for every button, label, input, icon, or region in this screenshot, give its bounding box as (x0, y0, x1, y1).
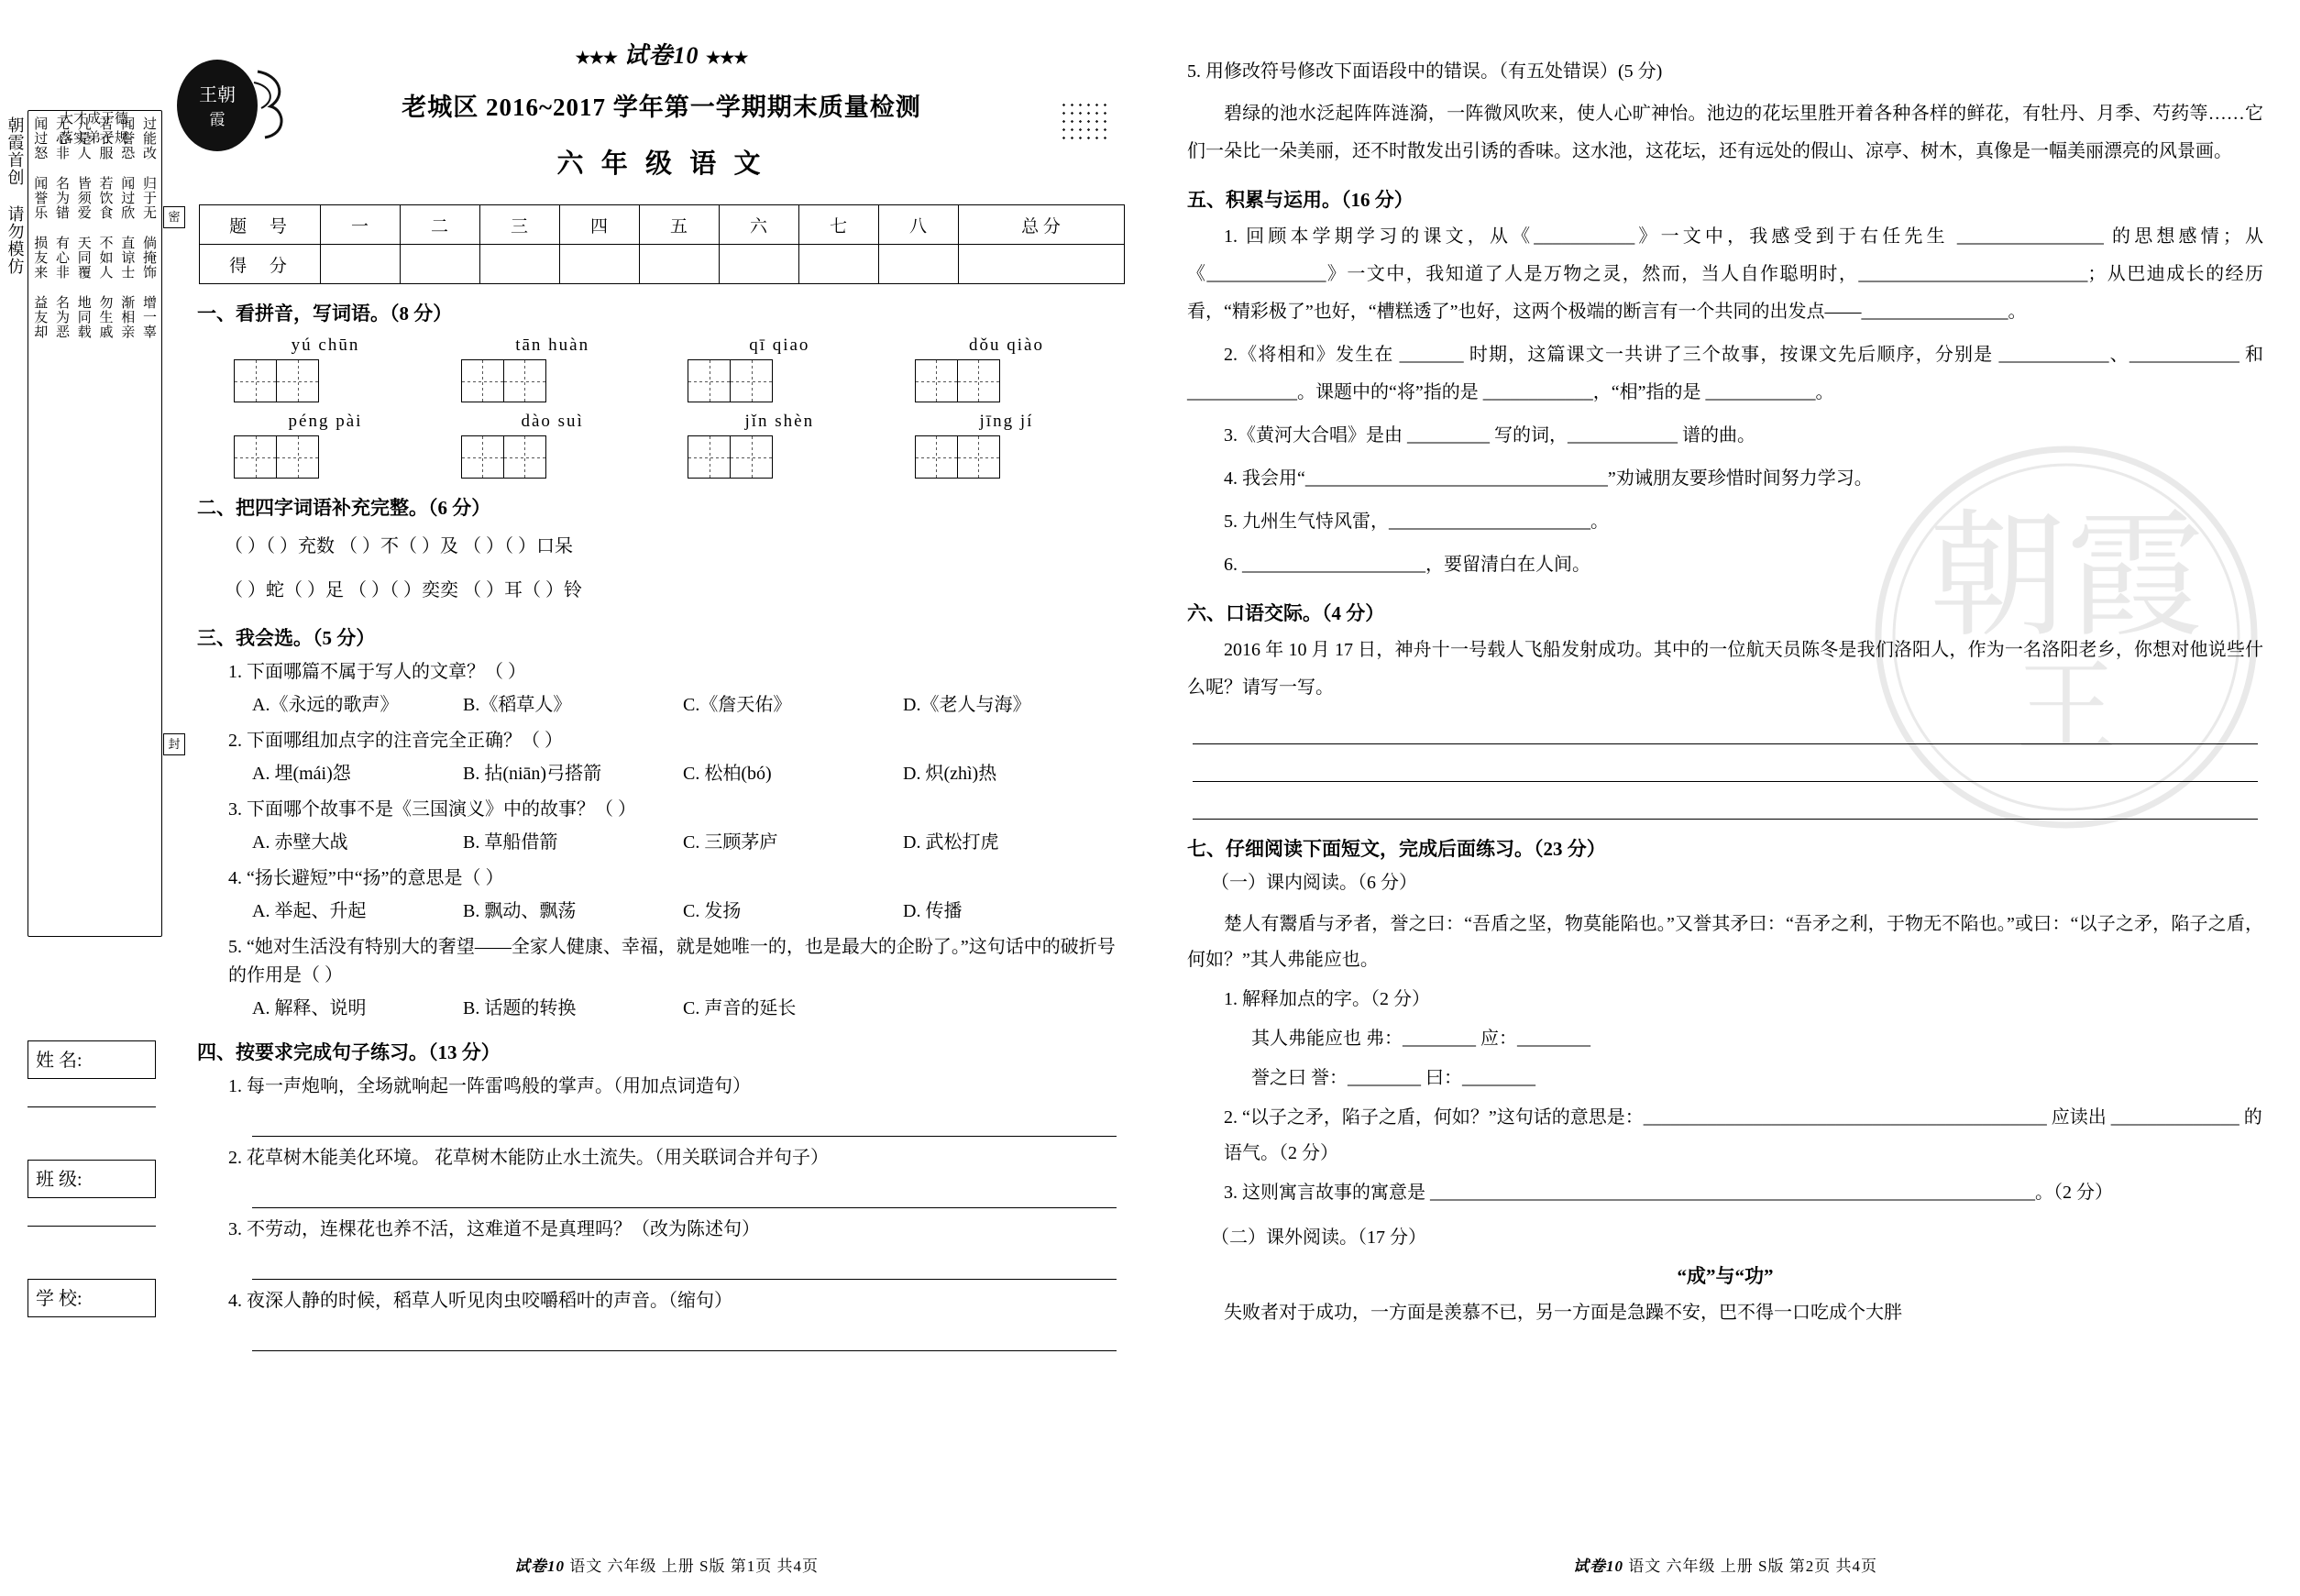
pinyin-group (915, 412, 1098, 479)
q3-2-stem: 2. 下面哪组加点字的注音完全正确？（ ） (228, 731, 563, 751)
field-name-writeline[interactable] (28, 1106, 156, 1107)
tianzige[interactable] (234, 359, 417, 402)
svg-text:朝霞: 朝霞 (1928, 501, 2205, 654)
score-col-2: 二 (400, 205, 479, 245)
option-b[interactable]: B. 拈(niān)弓搭箭 (463, 764, 602, 784)
q3-1-options[interactable] (252, 690, 1126, 720)
option-c[interactable]: C. 声音的延长 (683, 998, 797, 1018)
q5-stem: 5. 用修改符号修改下面语段中的错误。（有五处错误）(5 分) (1187, 61, 1663, 82)
svg-text:霞: 霞 (209, 111, 226, 128)
score-table-head: 题 号 (199, 205, 320, 245)
footer-info: 语文 六年级 上册 S版 第2页 共4页 (1628, 1557, 1877, 1575)
dot-grid-decoration (1060, 101, 1107, 139)
footer-exam-no: 试卷10 (514, 1557, 566, 1575)
dizigui-line: 若衣服 若饮食 不如人 勿生戚 (97, 116, 113, 339)
dizigui-line: 无心非 名为错 有心非 名为恶 (54, 116, 69, 339)
four-char-row-2[interactable]: （ ）蛇（ ）足 （ ）（ ）奕奕 （ ）耳（ ）铃 (225, 580, 582, 600)
score-table-head-2: 得 分 (199, 245, 320, 284)
score-col-7: 七 (798, 205, 878, 245)
option-c[interactable]: C.《詹天佑》 (683, 695, 792, 715)
star-icon: ★★★ (575, 49, 617, 67)
sec7-part2-title: （二）课外阅读。（17 分） (1211, 1227, 1426, 1248)
section-3-title: 三、我会选。（5 分） (197, 627, 376, 649)
footer-exam-no: 试卷10 (1573, 1557, 1624, 1575)
tianzige[interactable] (915, 435, 1098, 479)
section-2-title: 二、把四字词语补充完整。（6 分） (197, 497, 491, 519)
pinyin-text: qī qiao (749, 336, 810, 355)
pinyin-group (915, 336, 1098, 402)
sec7-essay-title: “成”与“功” (1677, 1265, 1774, 1287)
score-col-4: 四 (559, 205, 639, 245)
dizigui-line: 凡是人 皆须爱 天同覆 地同载 (75, 116, 91, 339)
pinyin-group (234, 412, 417, 479)
score-cell[interactable] (719, 245, 798, 284)
sec5-item-3[interactable]: 3.《黄河大合唱》是由 _________ 写的词，____________ 谱的曲。 (1224, 425, 1755, 446)
score-col-1: 一 (320, 205, 400, 245)
pinyin-text: dǒu qiào (968, 336, 1044, 355)
score-col-5: 五 (639, 205, 719, 245)
score-cell[interactable] (798, 245, 878, 284)
option-a[interactable]: A. 举起、升起 (252, 901, 367, 921)
score-col-3: 三 (479, 205, 559, 245)
strip-heading-line1: 大才成于德 (59, 112, 128, 127)
dizigui-line: 闻誉恐 闻过欣 直谅士 渐相亲 (119, 116, 135, 339)
option-d[interactable]: D.《老人与海》 (903, 695, 1031, 715)
pinyin-group (461, 412, 644, 479)
tianzige[interactable] (461, 435, 644, 479)
star-icon: ★★★ (706, 49, 748, 67)
subject-title: 六 年 级 语 文 (556, 149, 766, 179)
score-cell[interactable] (958, 245, 1124, 284)
tianzige[interactable] (461, 359, 644, 402)
sec5-item-6[interactable]: 6. ____________________，要留清白在人间。 (1224, 555, 1590, 575)
sec6-answer-line[interactable] (1193, 744, 2258, 782)
score-col-total: 总 分 (958, 205, 1124, 245)
stamp-mark: 密 (163, 206, 185, 228)
option-d[interactable]: D. 炽(zhì)热 (903, 764, 997, 784)
q4-2-answer-line[interactable] (252, 1172, 1117, 1208)
strip-heading-line2: 落实弟子规 (59, 131, 128, 146)
q3-4-options[interactable] (252, 897, 1126, 926)
svg-text:王朝: 王朝 (199, 85, 236, 105)
sec6-answer-line[interactable] (1193, 782, 2258, 820)
q4-1-answer-line[interactable] (252, 1101, 1117, 1137)
pinyin-text: dào suì (521, 412, 584, 431)
tianzige[interactable] (688, 359, 871, 402)
score-col-6: 六 (719, 205, 798, 245)
option-a[interactable]: A. 埋(mái)怨 (252, 764, 351, 784)
sec7-part1-title: （一）课内阅读。（6 分） (1211, 873, 1417, 893)
sec7-q2[interactable]: 2. “以子之矛，陷子之盾，何如？”这句话的意思是：____________________________________________ 应读出 ______________ 的语气。（2 分） (1224, 1107, 2262, 1163)
option-a[interactable]: A. 解释、说明 (252, 998, 367, 1018)
sec7-q3[interactable]: 3. 这则寓言故事的寓意是 __________________________________________________________________。（2 分） (1224, 1183, 2113, 1203)
option-d[interactable]: D. 武松打虎 (903, 832, 999, 853)
sec7-q1-line2[interactable]: 誉之曰 誉：________ 曰：________ (1251, 1068, 1535, 1088)
field-name[interactable] (28, 1040, 156, 1079)
pinyin-text: jǐn shèn (744, 412, 815, 431)
pinyin-row-1 (197, 336, 1126, 402)
pinyin-text: péng pài (288, 412, 363, 431)
section-6-title: 六、口语交际。（4 分） (1187, 602, 1385, 624)
option-a[interactable]: A. 赤壁大战 (252, 832, 348, 853)
sec6-answer-line[interactable] (1193, 707, 2258, 744)
pinyin-group (688, 336, 871, 402)
sec7-essay-line-1: 失败者对于成功，一方面是羡慕不已，另一方面是急躁不安，巴不得一口吃成个大胖 (1224, 1303, 1902, 1323)
footer-info: 语文 六年级 上册 S版 第1页 共4页 (569, 1557, 819, 1575)
exam-number-title (197, 37, 1126, 71)
pinyin-row-2 (197, 412, 1126, 479)
option-d[interactable]: D. 传播 (903, 901, 963, 921)
section-7-title: 七、仔细阅读下面短文，完成后面练习。（23 分） (1187, 838, 1606, 860)
field-class[interactable] (28, 1160, 156, 1198)
field-school-label: 学 校: (36, 1289, 83, 1309)
q4-4-answer-line[interactable] (252, 1315, 1117, 1351)
q3-5-stem: 5. “她对生活没有特别大的奢望——全家人健康、幸福，就是她唯一的，也是最大的企盼了。”这句话中的破折号的作用是（ ） (228, 937, 1116, 985)
field-class-writeline[interactable] (28, 1226, 156, 1227)
table-row (199, 205, 1124, 245)
field-class-label: 班 级: (36, 1170, 83, 1190)
four-char-row-1[interactable]: （ ）（ ）充数 （ ）不（ ）及 （ ）（ ）口呆 (225, 536, 573, 556)
q3-5-options[interactable] (252, 994, 1126, 1023)
sec5-item-2[interactable]: 2.《将相和》发生在 _______ 时期，这篇课文一共讲了三个故事，按课文先后顺序，分别是 ____________、____________ 和 ____________。课题中的“将”指的是 ____________，“相”指的是 ____________。 (1187, 345, 2263, 402)
pinyin-text: yú chūn (291, 336, 360, 355)
tianzige[interactable] (688, 435, 871, 479)
score-cell[interactable] (400, 245, 479, 284)
option-a[interactable]: A.《永远的歌声》 (252, 695, 399, 715)
pinyin-group (461, 336, 644, 402)
sec7-q1-stem: 1. 解释加点的字。（2 分） (1224, 989, 1430, 1009)
right-page-footer (1178, 1553, 2272, 1576)
score-table (199, 204, 1125, 284)
option-c[interactable]: C. 三顾茅庐 (683, 832, 778, 853)
pinyin-text: jīng jí (979, 412, 1034, 431)
table-row (199, 245, 1124, 284)
page-title: 老城区 2016~2017 学年第一学期期末质量检测 (402, 94, 921, 121)
field-name-label: 姓 名: (36, 1051, 83, 1071)
option-b[interactable]: B.《稻草人》 (463, 695, 572, 715)
sec7-q1-line1[interactable]: 其人弗能应也 弗：________ 应：________ (1251, 1029, 1590, 1049)
option-c[interactable]: C. 松柏(bó) (683, 764, 772, 784)
tianzige[interactable] (234, 435, 417, 479)
score-cell[interactable] (320, 245, 400, 284)
dizigui-strip (6, 110, 162, 937)
field-school[interactable] (28, 1279, 156, 1317)
score-col-8: 八 (878, 205, 958, 245)
q4-2-stem: 2. 花草树木能美化环境。 花草树木能防止水土流失。（用关联词合并句子） (228, 1148, 829, 1168)
svg-text:王: 王 (2016, 653, 2117, 765)
q3-3-options[interactable] (252, 828, 1126, 857)
tianzige[interactable] (915, 359, 1098, 402)
right-page (1150, 0, 2300, 1596)
pinyin-group (688, 412, 871, 479)
pinyin-text: tān huàn (515, 336, 590, 355)
stamp-mark: 封 (163, 733, 185, 755)
section-5-title: 五、积累与运用。（16 分） (1187, 189, 1414, 211)
score-cell[interactable] (559, 245, 639, 284)
option-b[interactable]: B. 飘动、飘荡 (463, 901, 577, 921)
option-b[interactable]: B. 话题的转换 (463, 998, 577, 1018)
sec5-item-5[interactable]: 5. 九州生气恃风雷，______________________。 (1224, 512, 1609, 532)
q3-2-options[interactable] (252, 759, 1126, 788)
option-b[interactable]: B. 草船借箭 (463, 832, 558, 853)
exam-number-text: 试卷10 (623, 42, 699, 69)
q5-passage[interactable]: 碧绿的池水泛起阵阵涟漪，一阵微风吹来，使人心旷神怡。池边的花坛里胜开着各种各样的鲜花，有牡丹、月季、芍药等……它们一朵比一朵美丽，还不时散发出引诱的香味。这水池，这花坛，还有远处的假山、凉亭、树木，真像是一幅美丽漂亮的风景画。 (1187, 104, 2263, 161)
right-sheet-body (1187, 50, 2263, 1332)
q4-1-stem: 1. 每一声炮响，全场就响起一阵雷鸣般的掌声。（用加点词造句） (228, 1076, 751, 1096)
section-1-title: 一、看拼音，写词语。（8 分） (197, 303, 453, 325)
score-cell[interactable] (878, 245, 958, 284)
score-cell[interactable] (479, 245, 559, 284)
sec6-stem: 2016 年 10 月 17 日，神舟十一号载人飞船发射成功。其中的一位航天员陈冬是我们洛阳人，作为一名洛阳老乡，你想对他说些什么呢？请写一写。 (1187, 640, 2263, 698)
dizigui-line: 过能改 归于无 倘掩饰 增一辜 (141, 116, 156, 339)
dizigui-credit: 朝霞首创 请勿模仿 (6, 116, 25, 275)
section-4-title: 四、按要求完成句子练习。（13 分） (197, 1041, 501, 1063)
sec5-item-4[interactable]: 4. 我会用“_________________________________”劝诫朋友要珍惜时间努力学习。 (1224, 468, 1873, 489)
pinyin-group (234, 336, 417, 402)
sec5-item-1[interactable]: 1. 回顾本学期学习的课文，从《___________》一文中，我感受到于右任先生 ________________ 的思想感情；从《_____________》一文中，我知道了人是万物之灵，然而，当人自作聪明时，_________________________；从巴迪成长的经历看，“精彩极了”也好，“槽糕透了”也好，这两个极端的断言有一个共同的出发点——________________。 (1187, 226, 2263, 322)
q4-3-stem: 3. 不劳动，连棵花也养不活，这难道不是真理吗？（改为陈述句） (228, 1219, 760, 1239)
left-sheet-body (197, 37, 1126, 1351)
q3-1-stem: 1. 下面哪篇不属于写人的文章？（ ） (228, 662, 526, 682)
sec7-classical-text: 楚人有鬻盾与矛者，誉之曰：“吾盾之坚，物莫能陷也。”又誉其矛曰：“吾矛之利，于物无不陷也。”或曰：“以子之矛，陷子之盾，何如？”其人弗能应也。 (1187, 914, 2263, 970)
q4-4-stem: 4. 夜深人静的时候，稻草人听见肉虫咬嚼稻叶的声音。（缩句） (228, 1291, 732, 1311)
option-c[interactable]: C. 发扬 (683, 901, 742, 921)
dizigui-line: 闻过怒 闻誉乐 损友来 益友却 (32, 116, 48, 339)
q3-3-stem: 3. 下面哪个故事不是《三国演义》中的故事？（ ） (228, 799, 636, 820)
left-page-footer (211, 1553, 1122, 1576)
score-cell[interactable] (639, 245, 719, 284)
q4-3-answer-line[interactable] (252, 1244, 1117, 1280)
q3-4-stem: 4. “扬长避短”中“扬”的意思是（ ） (228, 868, 504, 888)
